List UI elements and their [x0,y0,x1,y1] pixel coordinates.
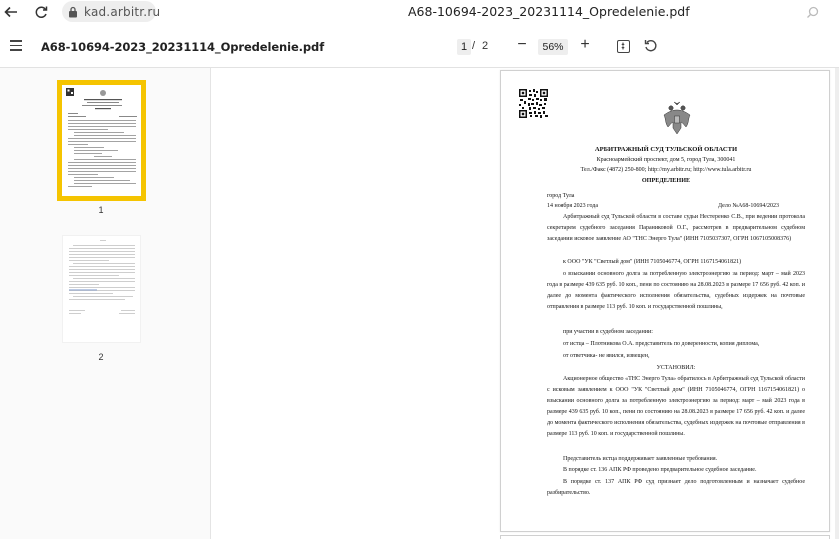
file-name: A68-10694-2023_20231114_Opredelenie.pdf [41,40,325,54]
address-bar[interactable] [62,1,161,22]
reload-icon[interactable] [32,3,50,21]
document-type: ОПРЕДЕЛЕНИЕ [641,177,691,184]
page-thumbnail[interactable] [57,80,146,201]
pdf-toolbar [0,25,839,68]
paragraph: Представитель истца поддерживает заявленные требования. [563,456,718,462]
back-arrow-icon[interactable] [2,3,20,21]
paragraph: Арбитражный суд Тульской области в составе судьи Нестеренко С.В., при ведении протокола секретарем судебного заседания Параниковой О.Г., рассмотрев в предварительном судебном заседании исковое заявление АО "ТНС Энерго Тула" (ИНН 7105037307, ОГРН 1067105008376) [547,214,805,242]
menu-icon[interactable] [10,40,22,52]
document-city: город Тула [547,193,575,199]
document-content [501,71,831,531]
page-thumbnail[interactable] [62,235,141,343]
paragraph: к ООО "УК "Светлый дом" (ИНН 7105046774, ОГРН 1167154061821) [563,259,742,265]
page-total: 2 [482,40,489,52]
document-viewer[interactable] [212,68,839,539]
url-text: kad.arbitr.ru [84,4,161,19]
paragraph: от истца – Плотникова О.А. представитель по доверенности, копия диплома, [563,341,760,347]
browser-top-bar [0,0,839,24]
page-thumbnail-image [63,236,142,344]
next-pdf-page [500,535,830,539]
search-icon[interactable] [803,3,821,21]
court-address: Красноармейский проспект, дом 5, город Тула, 300041 [596,157,736,163]
thumbnail-label: 1 [98,205,104,215]
document-date: 14 ноября 2023 года [547,203,599,209]
paragraph: от ответчика- не явился, извещен, [563,353,650,359]
page-separator: / [472,40,476,52]
zoom-level-input[interactable]: 56% [538,39,568,55]
paragraph: о взыскании основного долга за потребленную электроэнергию за период: март – май 2023 года в размере 439 635 руб. 10 коп., пени по состоянию на 28.08.2023 в размере 17 656 руб. 42 коп. и далее до момента фактического исполнения обязательства, судебных издержек на почтовые отправления в размере 113 руб. 10 коп. и государственной пошлины, [547,271,805,310]
page-thumbnail-image [62,85,141,196]
section-heading: УСТАНОВИЛ: [656,365,696,371]
court-name: АРБИТРАЖНЫЙ СУД ТУЛЬСКОЙ ОБЛАСТИ [594,146,738,153]
thumbnail-sidebar [0,68,211,539]
paragraph: В порядке ст. 136 АПК РФ проведено предварительное судебное заседание. [563,467,757,473]
page-number-input[interactable]: 1 [457,39,471,55]
court-contacts: Тел./Факс (4872) 250-800; http://my.arbitr.ru; http://www.tula.arbitr.ru [580,167,752,173]
lock-icon [68,5,78,19]
zoom-out-icon[interactable]: − [517,36,527,53]
thumbnail-label: 2 [98,352,104,362]
scrollbar[interactable] [835,68,839,539]
zoom-in-icon[interactable]: + [580,36,590,53]
paragraph: В порядке ст. 137 АПК РФ суд признает дело подготовленным и назначает судебное разбирательство. [547,479,805,496]
paragraph: при участии в судебном заседании: [563,329,653,335]
paragraph: Акционерное общество «ТНС Энерго Тула» обратилось в Арбитражный суд Тульской области с исковым заявлением к ООО "УК "Светлый дом" (ИНН 7105046774, ОГРН 1167154061821) о взыскании основного долга за потребленную электроэнергию за период: март – май 2023 года в размере 439 635 руб. 10 коп., пени по состоянию на 28.08.2023 в размере 17 656 руб. 42 коп. и далее до момента фактического исполнения обязательства, судебных издержек на почтовые отправления в размере 113 руб. 10 коп. и государственной пошлины. [547,376,805,437]
fit-page-icon[interactable] [617,40,630,53]
case-number: Дело №А68-10694/2023 [718,203,780,209]
tab-document-title: A68-10694-2023_20231114_Opredelenie.pdf [408,4,690,19]
rotate-icon[interactable] [643,38,659,54]
pdf-page [500,70,830,532]
